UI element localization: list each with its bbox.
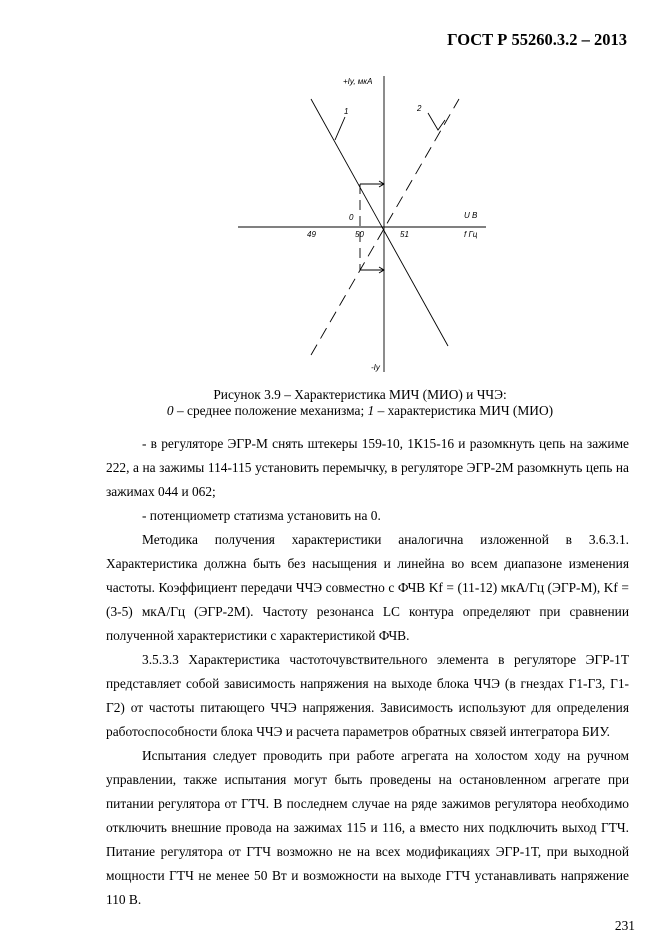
paragraph: Испытания следует проводить при работе агрегата на холостом ходу на ручном управлении, также испытания могут быть проведены на остановленном агрегате при питании регулятора от ГТЧ. В последнем случае на ряде зажимов регулятора необходимо отключить внешние провода на зажимах 115 и 116, а вместо них подключить выход ГТЧ. Питание регулятора от ГТЧ возможно не на всех модификациях ЭГР-1Т, при выходной мощности ГТЧ не менее 50 Вт и возможности на выходе ГТЧ устанавливать напряжение 110 В. (106, 748, 629, 907)
tick-label-51: 51 (400, 230, 409, 239)
x-axis-label-f: f Гц (464, 230, 478, 239)
y-axis-bottom-label: -Iу (371, 363, 380, 372)
figure-caption (0, 387, 661, 419)
caption-line-2 (59, 403, 661, 419)
x-axis-label-u: U В (464, 211, 478, 220)
paragraph: - потенциометр статизма установить на 0. (142, 508, 381, 523)
document-header: ГОСТ Р 55260.3.2 – 2013 (447, 30, 627, 49)
page-flow (106, 432, 635, 934)
characteristic-line-1 (311, 99, 448, 346)
caption-num-0: 0 (166, 403, 174, 418)
tick-label-50: 50 (355, 230, 364, 239)
y-axis-top-label: +Iу, мкА (343, 77, 373, 86)
paragraph: Методика получения характеристики аналогична изложенной в 3.6.3.1. Характеристика должна быть без насыщения и линейна во всем диапазоне изменения частоты. Коэффициент передачи ЧЧЭ совместно с ФЧВ Kf = (11-12) мкА/Гц (ЭГР-М), Kf = (3-5) мкА/Гц (ЭГР-2М). Частоту резонанса LC контура определяют при сравнении полученной характеристики с характеристикой ФЧВ. (106, 532, 629, 643)
caption-line-1: Рисунок 3.9 – Характеристика МИЧ (МИО) и ЧЧЭ: (213, 387, 507, 402)
leader-line-2 (428, 113, 445, 130)
page-number: 231 (614, 918, 635, 933)
tick-label-49: 49 (307, 230, 316, 239)
leader-line-1 (335, 117, 345, 140)
caption-text-0: – среднее положение механизма; (173, 403, 368, 418)
label-1: 1 (344, 107, 349, 116)
paragraph: 3.5.3.3 Характеристика частоточувствительного элемента в регуляторе ЭГР-1Т представляет собой зависимость напряжения на выходе блока ЧЧЭ (в гнездах Г1-Г3, Г1-Г2) от частоты питающего ЧЧЭ напряжения. Зависимость используют для определения работоспособности блока ЧЧЭ и расчета параметров обратных связей интегратора БИУ. (106, 652, 629, 739)
label-0: 0 (349, 213, 354, 222)
caption-text-1: – характеристика МИЧ (МИО) (374, 403, 554, 418)
figure-characteristic-diagram (0, 0, 661, 380)
body-text (106, 432, 629, 912)
label-2: 2 (417, 104, 422, 113)
caption-num-1: 1 (367, 403, 375, 418)
paragraph: - в регуляторе ЭГР-М снять штекеры 159-10, 1К15-16 и разомкнуть цепь на зажиме 222, а на зажимы 114-115 установить перемычку, в регуляторе ЭГР-2М разомкнуть цепь на зажимах 044 и 062; (106, 436, 629, 499)
